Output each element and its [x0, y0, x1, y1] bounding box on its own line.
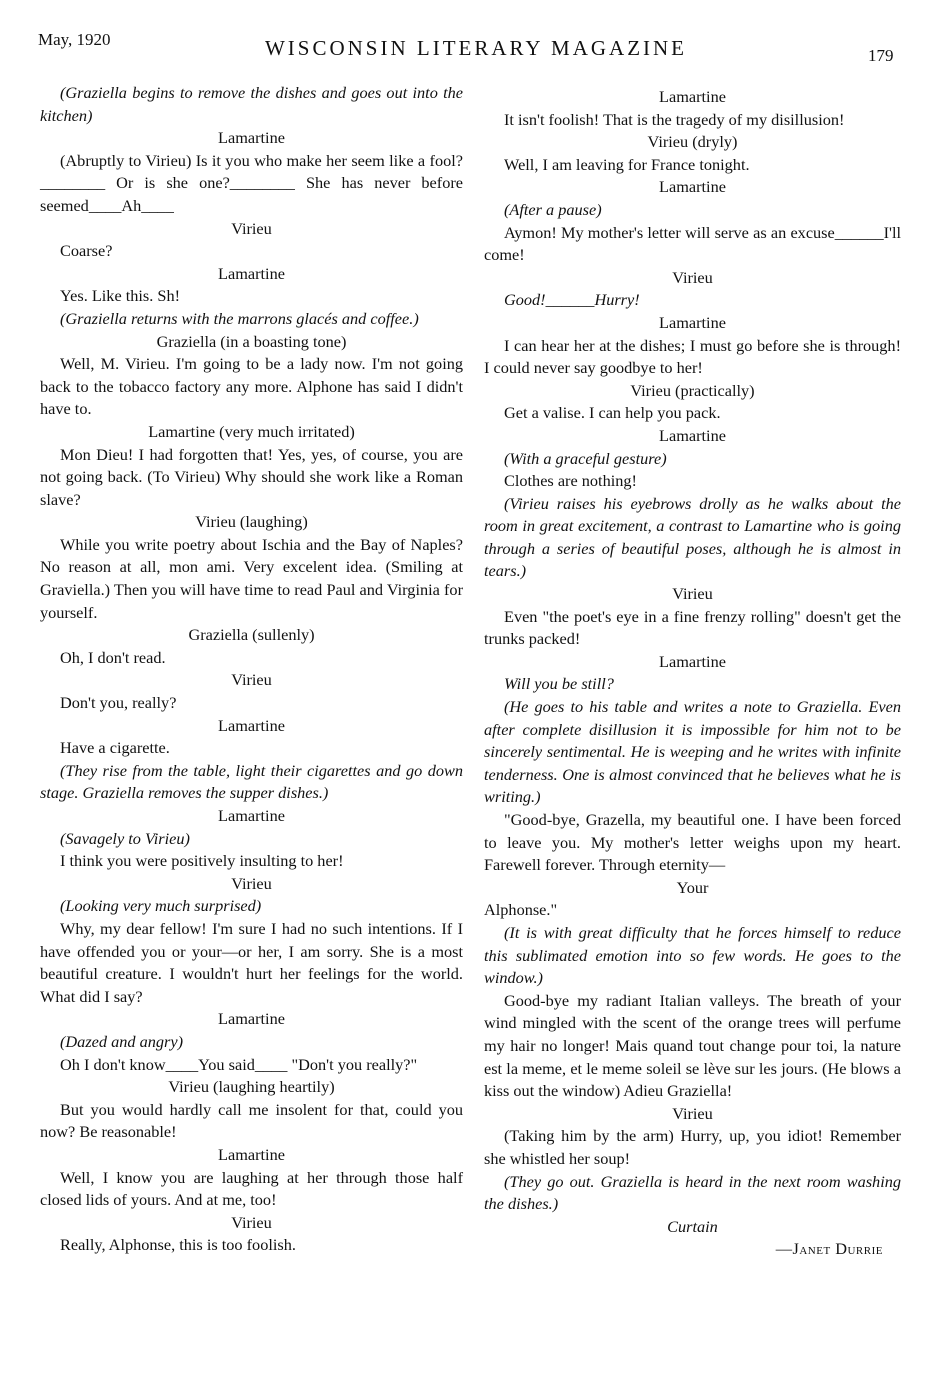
- letter-signature: Alphonse.": [484, 900, 558, 920]
- speaker: Virieu: [231, 873, 272, 893]
- speaker: Lamartine: [218, 715, 285, 735]
- speaker: Lamartine: [659, 177, 726, 197]
- dialogue: Really, Alphonse, this is too foolish.: [60, 1235, 296, 1255]
- speaker: Lamartine: [218, 263, 285, 283]
- speaker: Lamartine: [218, 1144, 285, 1164]
- stage-direction: (He goes to his table and writes a note to Graziella. Even after complete disillusion it is impossible for him not to be sincerely sentimental. He is weeping and he writes with infinite tenderness. One is almost convinced that he believes what he is writing.): [484, 697, 901, 807]
- speaker: Lamartine (very much irritated): [148, 421, 355, 441]
- speaker: Lamartine: [218, 1009, 285, 1029]
- stage-direction: (Virieu raises his eyebrows drolly as he walks about the room in great excitement, a contrast to Lamartine who is going through a series of beautiful poses, although he is almost in tears.): [484, 493, 901, 581]
- dialogue: Well, I know you are laughing at her through those half closed lids of yours. And at me, too!: [40, 1167, 463, 1210]
- speaker: Lamartine: [659, 651, 726, 671]
- speaker: Lamartine: [659, 312, 726, 332]
- left-column: [40, 82, 463, 1257]
- issue-date: May, 1920: [38, 30, 111, 49]
- speaker: Lamartine: [218, 806, 285, 825]
- dialogue: But you would hardly call me insolent for that, could you now? Be reasonable!: [40, 1099, 463, 1142]
- speaker: Virieu (laughing): [195, 512, 308, 532]
- stage-direction: (They go out. Graziella is heard in the next room washing the dishes.): [484, 1171, 901, 1214]
- speaker: Lamartine: [659, 425, 726, 445]
- dialogue: Well, I am leaving for France tonight.: [504, 154, 750, 174]
- speaker: Virieu (dryly): [647, 132, 738, 152]
- speaker: Graziella (in a boasting tone): [156, 331, 347, 351]
- dialogue: Coarse?: [60, 241, 113, 261]
- stage-direction: (Looking very much surprised): [60, 896, 262, 916]
- right-column: [484, 86, 901, 1261]
- stage-direction: (After a pause): [504, 199, 602, 219]
- stage-direction: (They rise from the table, light their cigarettes and go down stage. Graziella removes the supper dishes.): [40, 760, 463, 803]
- speaker: Lamartine: [218, 128, 285, 148]
- dialogue: Yes. Like this. Sh!: [60, 286, 181, 306]
- letter-closing: Your: [676, 877, 709, 897]
- speaker: Lamartine: [659, 87, 726, 106]
- speaker: Graziella (sullenly): [188, 625, 315, 645]
- stage-direction: (Graziella begins to remove the dishes and goes out into the kitchen): [40, 83, 463, 125]
- dialogue: Have a cigarette.: [60, 738, 170, 758]
- dialogue: While you write poetry about Ischia and the Bay of Naples? No reason at all, mon ami. Very excelent idea. (Smiling at Graviella.) Then you will have time to read Paul and Virginia for yourself.: [40, 534, 463, 622]
- dialogue: I think you were positively insulting to her!: [60, 851, 344, 871]
- dialogue: Why, my dear fellow! I'm sure I had no such intentions. If I have offended you or your—or her, I am sorry. She is a most beautiful creature. I wouldn't hurt her feelings for the world. What did I say?: [40, 918, 463, 1006]
- dialogue: Will you be still?: [504, 674, 614, 694]
- dialogue: (Abruptly to Virieu) Is it you who make her seem like a fool? ________ Or is she one?________ She has never before seemed____Ah____: [40, 150, 463, 215]
- speaker: Virieu: [231, 1212, 272, 1232]
- dialogue: Mon Dieu! I had forgotten that! Yes, yes, of course, you are not going back. (To Virieu) Why should she work like a Roman slave?: [40, 444, 463, 509]
- magazine-title: WISCONSIN LITERARY MAGAZINE: [264, 36, 688, 60]
- dialogue: Good!______Hurry!: [504, 290, 640, 310]
- dialogue: Well, M. Virieu. I'm going to be a lady now. I'm not going back to the tobacco factory any more. Alphone has said I didn't have to.: [40, 354, 463, 419]
- dialogue: Oh I don't know____You said____ "Don't you really?": [60, 1054, 418, 1074]
- speaker: Virieu: [672, 584, 713, 604]
- author-signature: —Janet Durrie: [775, 1239, 883, 1259]
- stage-direction: (Savagely to Virieu): [60, 828, 190, 848]
- speaker: Virieu (laughing heartily): [168, 1077, 335, 1097]
- dialogue: Clothes are nothing!: [504, 471, 637, 491]
- stage-direction: (It is with great difficulty that he forces himself to reduce this sublimated emotion into so few words. He goes to the window.): [484, 922, 901, 988]
- dialogue: Good-bye my radiant Italian valleys. The breath of your wind mingled with the scent of the orange trees will perfume my hair no longer! Mais quand tout change pour toi, la nature est la meme, et le meme soleil se lève sur les jours. (He blows a kiss out the window) Adieu Graziella!: [484, 990, 901, 1101]
- speaker: Virieu: [231, 218, 272, 238]
- stage-direction: (Dazed and angry): [60, 1031, 183, 1051]
- curtain: Curtain: [667, 1216, 718, 1236]
- stage-direction: (Graziella returns with the marrons glacés and coffee.): [60, 308, 419, 328]
- dialogue: Even "the poet's eye in a fine frenzy rolling" doesn't get the trunks packed!: [484, 606, 901, 649]
- speaker: Virieu (practically): [630, 380, 755, 400]
- speaker: Virieu: [672, 1103, 713, 1123]
- dialogue: It isn't foolish! That is the tragedy of my disillusion!: [504, 109, 845, 129]
- dialogue: I can hear her at the dishes; I must go before she is through! I could never say goodbye to her!: [484, 335, 901, 378]
- dialogue: Get a valise. I can help you pack.: [504, 403, 721, 423]
- dialogue: Aymon! My mother's letter will serve as an excuse______I'll come!: [484, 222, 901, 265]
- stage-direction: (With a graceful gesture): [504, 448, 667, 468]
- page-number: 179: [868, 46, 894, 65]
- speaker: Virieu: [231, 670, 272, 690]
- dialogue: Don't you, really?: [60, 693, 177, 713]
- letter-text: "Good-bye, Grazella, my beautiful one. I have been forced to leave you. My mother's letter weighs upon my heart. Farewell forever. Through eternity—: [484, 810, 901, 875]
- dialogue: (Taking him by the arm) Hurry, up, you idiot! Remember she whistled her soup!: [484, 1126, 901, 1168]
- dialogue: Oh, I don't read.: [60, 647, 166, 667]
- speaker: Virieu: [672, 267, 713, 287]
